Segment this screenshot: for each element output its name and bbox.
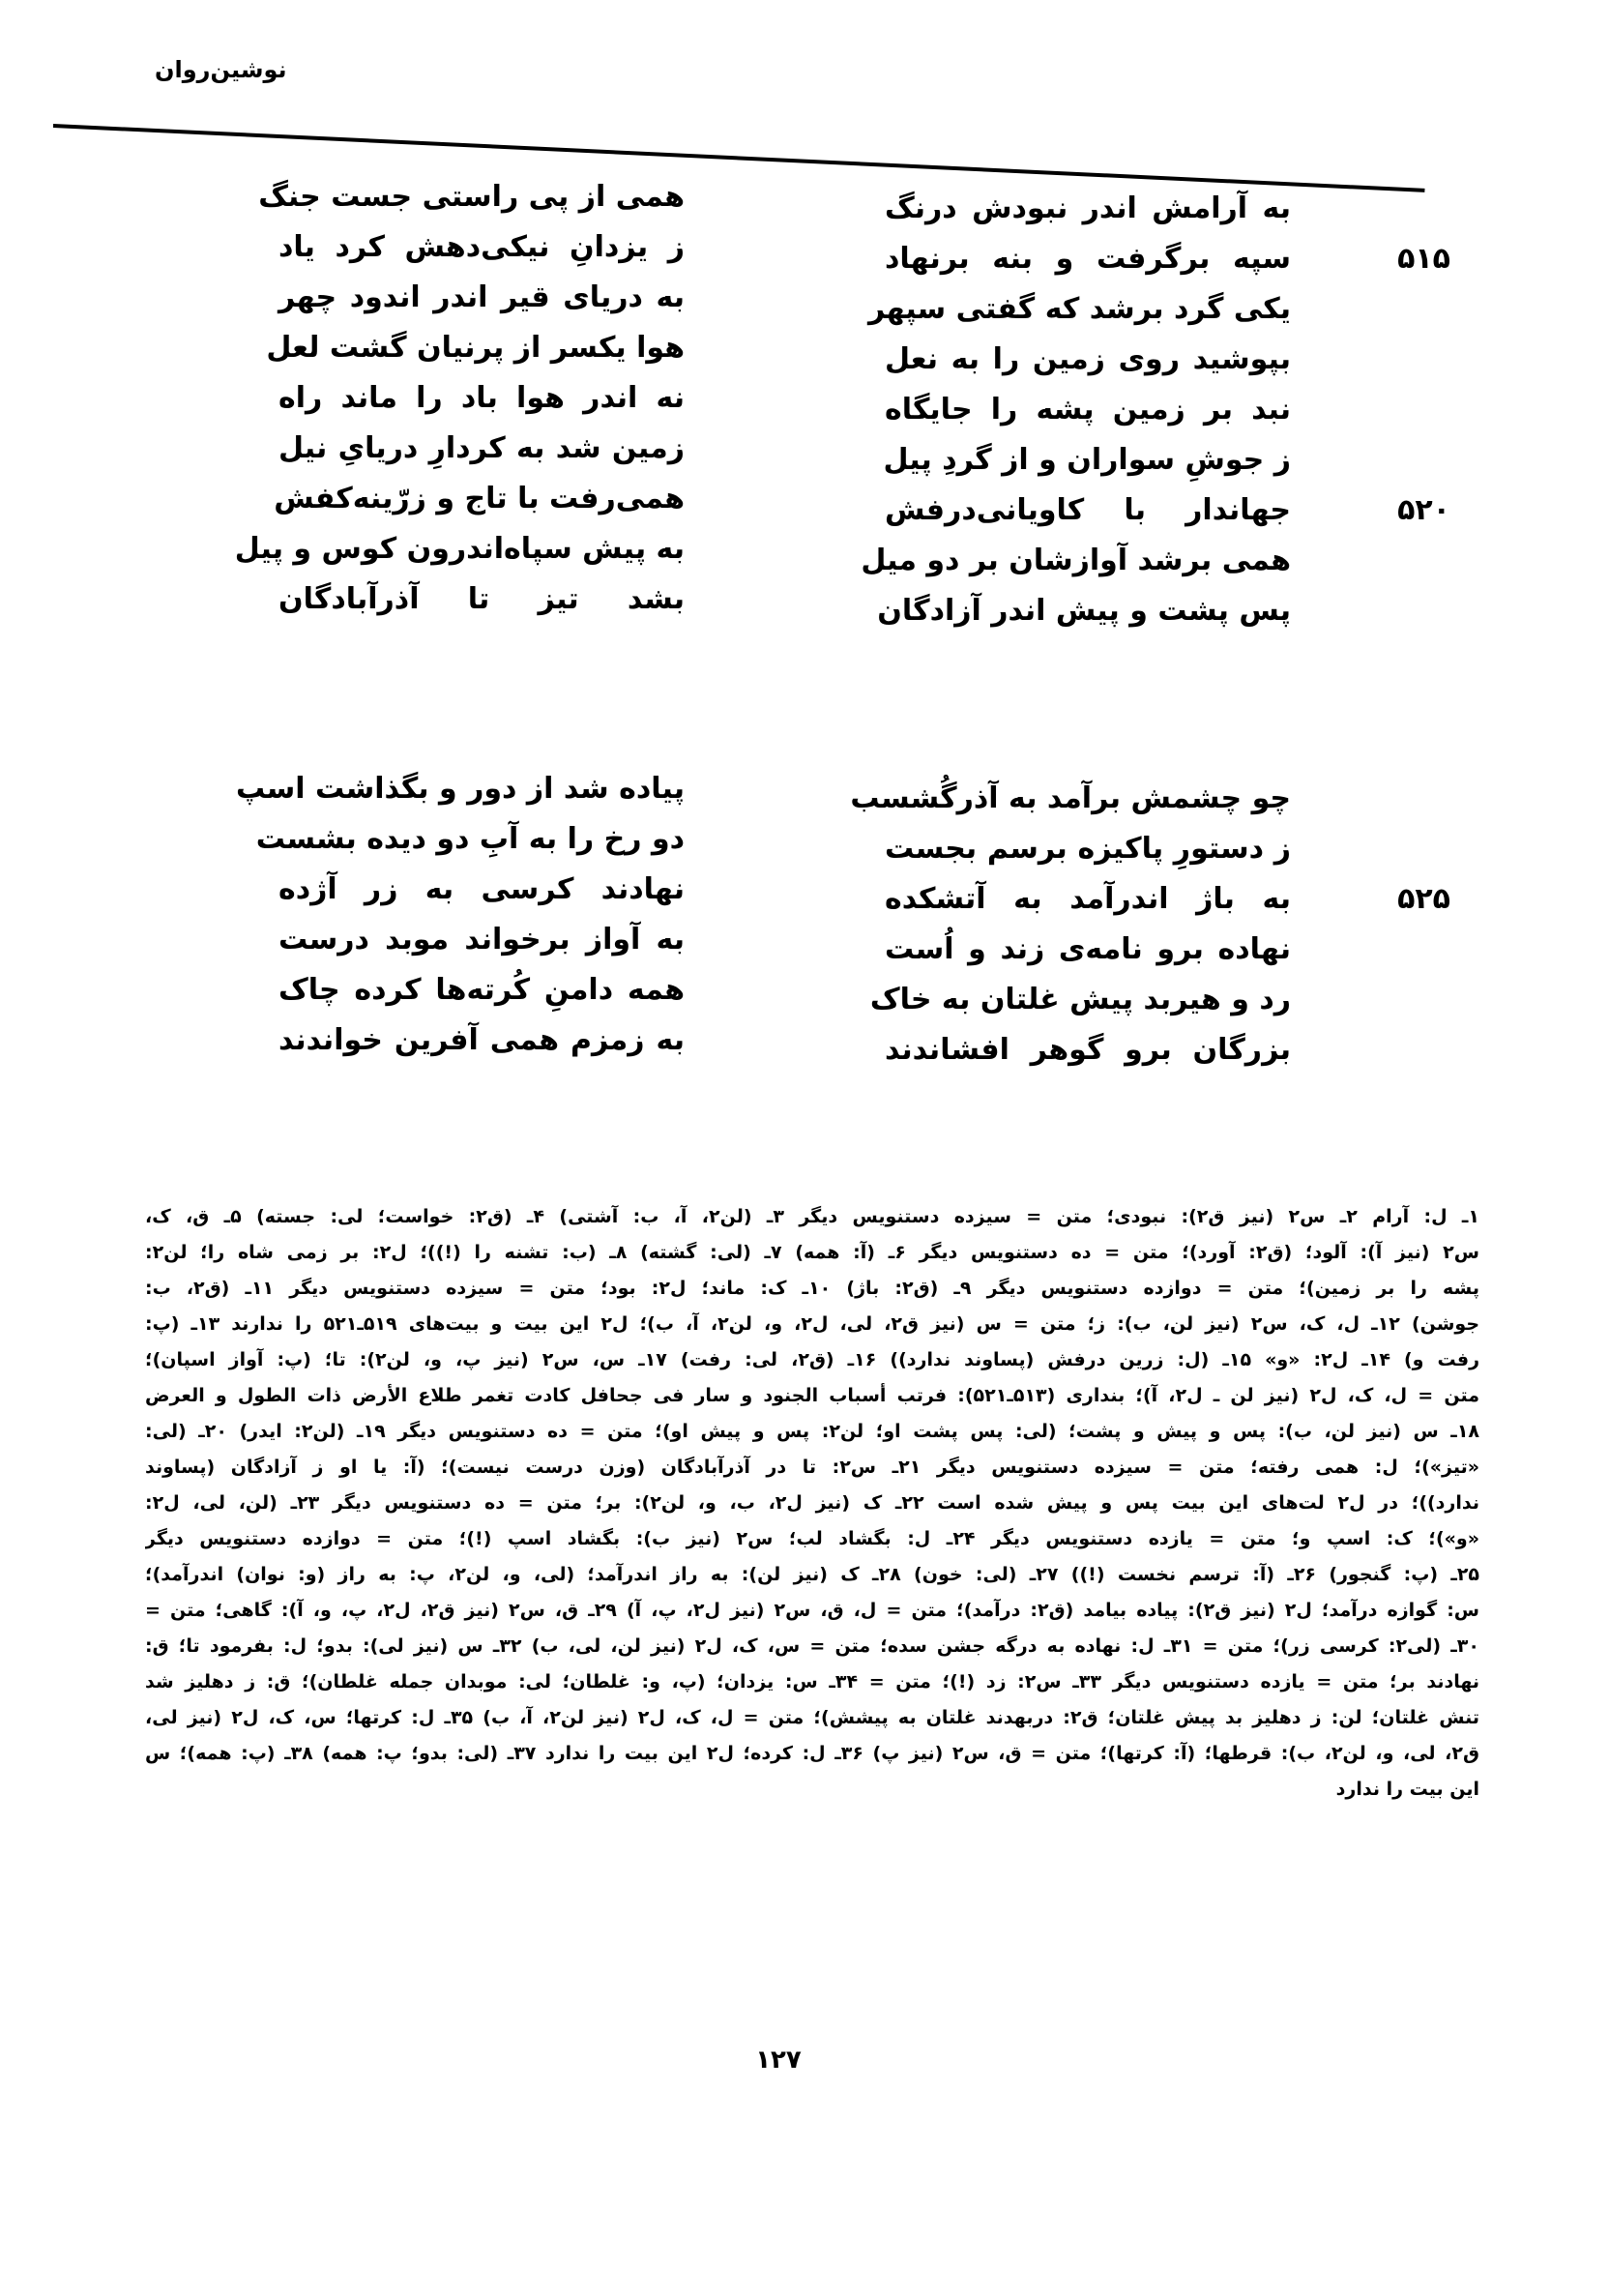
hemistich: به آواز برخواند موبد درست — [278, 923, 685, 957]
hemistich: یکی گرد برشد که گفتی سپهر — [867, 292, 1291, 326]
footnote-line: س: گوازه درآمد؛ ل۲ (نیز ق۲): پیاده بیامد (ق۲: درآمد)؛ متن = ل، ق، س۲ (نیز ل۲، پ، آ) ۲۹ـ ق، س۲ (نیز ق۲، ل۲، پ، و، آ): گاهی؛ متن = — [145, 1600, 1479, 1621]
footnote-line: نهادند بر؛ متن = یازده دستنویس دیگر ۳۳ـ س۲: زد (!)؛ متن = ۳۴ـ س: یزدان؛ (پ، و: غلطان؛ لی: موبدان جمله غلطان)؛ ق: ز دهلیز شد — [145, 1671, 1479, 1693]
footnote-line: ندارد))؛ در ل۲ لت‌های این بیت پس و پیش شده است ۲۲ـ ک (نیز ل۲، ب، و، لن۲): بر؛ متن = ده دستنویس دیگر ۲۳ـ (لن، لی، ل۲: — [145, 1492, 1479, 1514]
running-head-title: نوشین‌روان — [155, 56, 287, 83]
footnote-line: این بیت را ندارد — [1335, 1779, 1479, 1800]
hemistich: به آرامش اندر نبودش درنگ — [885, 191, 1291, 225]
footnote-line: متن = ل، ک، ل۲ (نیز لن ـ ل۲، آ)؛ بنداری (۵۱۳ـ۵۲۱): فرتب أسباب الجنود و سار فی جحافل کادت تغمر طلاع الأرض ذات الطول و العرض — [145, 1385, 1479, 1406]
verse-number: ۵۲۵ — [1397, 882, 1450, 916]
hemistich: بزرگان برو گوهر افشاندند — [885, 1033, 1291, 1067]
footnote-line: پشه را بر زمین)؛ متن = دوازده دستنویس دیگر ۹ـ (ق۲: باژ) ۱۰ـ ک: ماند؛ ل۲: بود؛ متن = سیزده دستنویس دیگر ۱۱ـ (ق۲، ب: — [145, 1278, 1479, 1299]
hemistich: بپوشید روی زمین را به نعل — [885, 342, 1291, 376]
footnote-line: ۳۰ـ (لی۲: کرسی زر)؛ متن = ۳۱ـ ل: نهاده به درگه جشن سده؛ متن = س، ک، ل۲ (نیز لن، لی، ب) ۳۲ـ س (نیز لی): بدو؛ ل: بفرمود تا؛ ق: — [145, 1635, 1479, 1657]
footnote-line: رفت و) ۱۴ـ ل۲: «و» ۱۵ـ (ل: زرین درفش (پساوند ندارد)) ۱۶ـ (ق۲، لی: رفت) ۱۷ـ س، س۲ (نیز پ، و، لن۲): تا؛ (پ: آواز اسپان)؛ — [145, 1349, 1479, 1370]
hemistich: بشد تیز تا آذرآبادگان — [278, 582, 685, 616]
stanza-2-right-column — [850, 774, 1291, 1075]
hemistich: زمین شد به کردارِ دریایِ نیل — [278, 431, 685, 465]
footnote-line: «و»)؛ ک: اسپ و؛ متن = یازده دستنویس دیگر ۲۴ـ ل: بگشاد لب؛ س۲ (نیز ب): بگشاد اسپ (!)؛ متن = دوازده دستنویس دیگر — [145, 1528, 1479, 1549]
hemistich: پیاده شد از دور و بگذاشت اسپ — [235, 772, 685, 806]
footnote-line: جوشن) ۱۲ـ ل، ک، س۲ (نیز لن، ب): ز؛ متن = س (نیز ق۲، لی، ل۲، و، لن۲، آ، ب)؛ ل۲ این بیت و بیت‌های ۵۱۹ـ۵۲۱ را ندارند ۱۳ـ (پ: — [145, 1313, 1479, 1335]
hemistich: همی برشد آوازشان بر دو میل — [861, 544, 1291, 577]
hemistich: به پیش سپاه‌اندرون کوس و پیل — [234, 532, 685, 566]
hemistich: نهادند کرسی به زر آژده — [278, 872, 685, 906]
hemistich: جهاندار با کاویانی‌درفش — [885, 493, 1291, 527]
hemistich: به زمزم همی آفرین خواندند — [278, 1023, 685, 1057]
stanza-2-left-column — [235, 764, 685, 1066]
hemistich: نهاده برو نامه‌ی زند و اُست — [885, 932, 1291, 966]
hemistich: ز یزدانِ نیکی‌دهش کرد یاد — [278, 230, 685, 264]
verse-number: ۵۲۰ — [1397, 493, 1450, 527]
hemistich: به باژ اندرآمد به آتشکده — [885, 882, 1291, 916]
hemistich: همی از پی راستی جست جنگ — [258, 180, 685, 214]
hemistich: هوا یکسر از پرنیان گشت لعل — [266, 331, 685, 365]
footnote-line: ۱ـ ل: آرام ۲ـ س۲ (نیز ق۲): نبودی؛ متن = سیزده دستنویس دیگر ۳ـ (لن۲، آ، ب: آشتی) ۴ـ (ق۲: خواست؛ لی: جسته) ۵ـ ق، ک، — [145, 1206, 1479, 1227]
stanza-1-left-column — [234, 172, 685, 625]
verse-number: ۵۱۵ — [1397, 242, 1450, 276]
hemistich: سپه برگرفت و بنه برنهاد — [885, 242, 1291, 276]
stanza-1-right-column — [861, 184, 1291, 636]
hemistich: نبد بر زمین پشه را جایگاه — [885, 393, 1291, 427]
hemistich: رد و هیربد پیش غلتان به خاک — [869, 983, 1291, 1016]
footnotes — [145, 1199, 1479, 1808]
hemistich: چو چشمش برآمد به آذرگُشسب — [850, 781, 1291, 815]
footnote-line: ۱۸ـ س (نیز لن، ب): پس و پیش و پشت؛ (لی: پس پشت او؛ لن۲: پس و پیش او)؛ متن = ده دستنویس دیگر ۱۹ـ (لن۲: ایدر) ۲۰ـ (لی: — [145, 1421, 1479, 1442]
hemistich: همی‌رفت با تاج و زرّینه‌کفش — [274, 482, 685, 515]
hemistich: نه اندر هوا باد را ماند راه — [278, 381, 685, 415]
footnote-line: س۲ (نیز آ): آلود؛ (ق۲: آورد)؛ متن = ده دستنویس دیگر ۶ـ (آ: همه) ۷ـ (لی: گشته) ۸ـ (ب: تشنه را (!))؛ ل۲: بر زمی شاه را؛ لن۲: — [145, 1242, 1479, 1263]
hemistich: به دریای قیر اندر اندود چهر — [278, 280, 685, 314]
footnote-line: تنش غلتان؛ لن: ز دهلیز بد پیش غلتان؛ ق۲: دربهدند غلتان به پیشش)؛ متن = ل، ک، ل۲ (نیز لن۲، آ، ب) ۳۵ـ ل: کرتها؛ س، ک، ل۲ (نیز لی، — [145, 1707, 1479, 1728]
hemistich: ز دستورِ پاکیزه برسم بجست — [885, 832, 1291, 866]
hemistich: دو رخ را به آبِ دو دیده بشست — [255, 822, 685, 856]
footnote-line: ۲۵ـ (پ: گنجور) ۲۶ـ (آ: ترسم نخست (!)) ۲۷ـ (لی: خون) ۲۸ـ ک (نیز لن): به راز اندرآمد؛ (لی، و، لن۲، پ: به راز (و: نوان) اندرآمد)؛ — [145, 1564, 1479, 1585]
page-number: ۱۲۷ — [755, 2046, 802, 2075]
hemistich: پس پشت و پیش اندر آزادگان — [877, 594, 1291, 628]
hemistich: همه دامنِ کُرته‌ها کرده چاک — [278, 973, 685, 1007]
footnote-line: ق۲، لی، و، لن۲، ب): قرطها؛ (آ: کرتها)؛ متن = ق، س۲ (نیز پ) ۳۶ـ ل: کرده؛ ل۲ این بیت را ندارد ۳۷ـ (لی: بدو؛ پ: همه) ۳۸ـ (پ: همه)؛ س — [145, 1743, 1479, 1764]
hemistich: ز جوشِ سواران و از گردِ پیل — [883, 443, 1291, 477]
footnote-line: «تیز»)؛ ل: همی رفته؛ متن = سیزده دستنویس دیگر ۲۱ـ س۲: تا در آذرآبادگان (وزن درست نیست)؛ (آ: یا او ز آزادگان (پساوند — [145, 1457, 1479, 1478]
